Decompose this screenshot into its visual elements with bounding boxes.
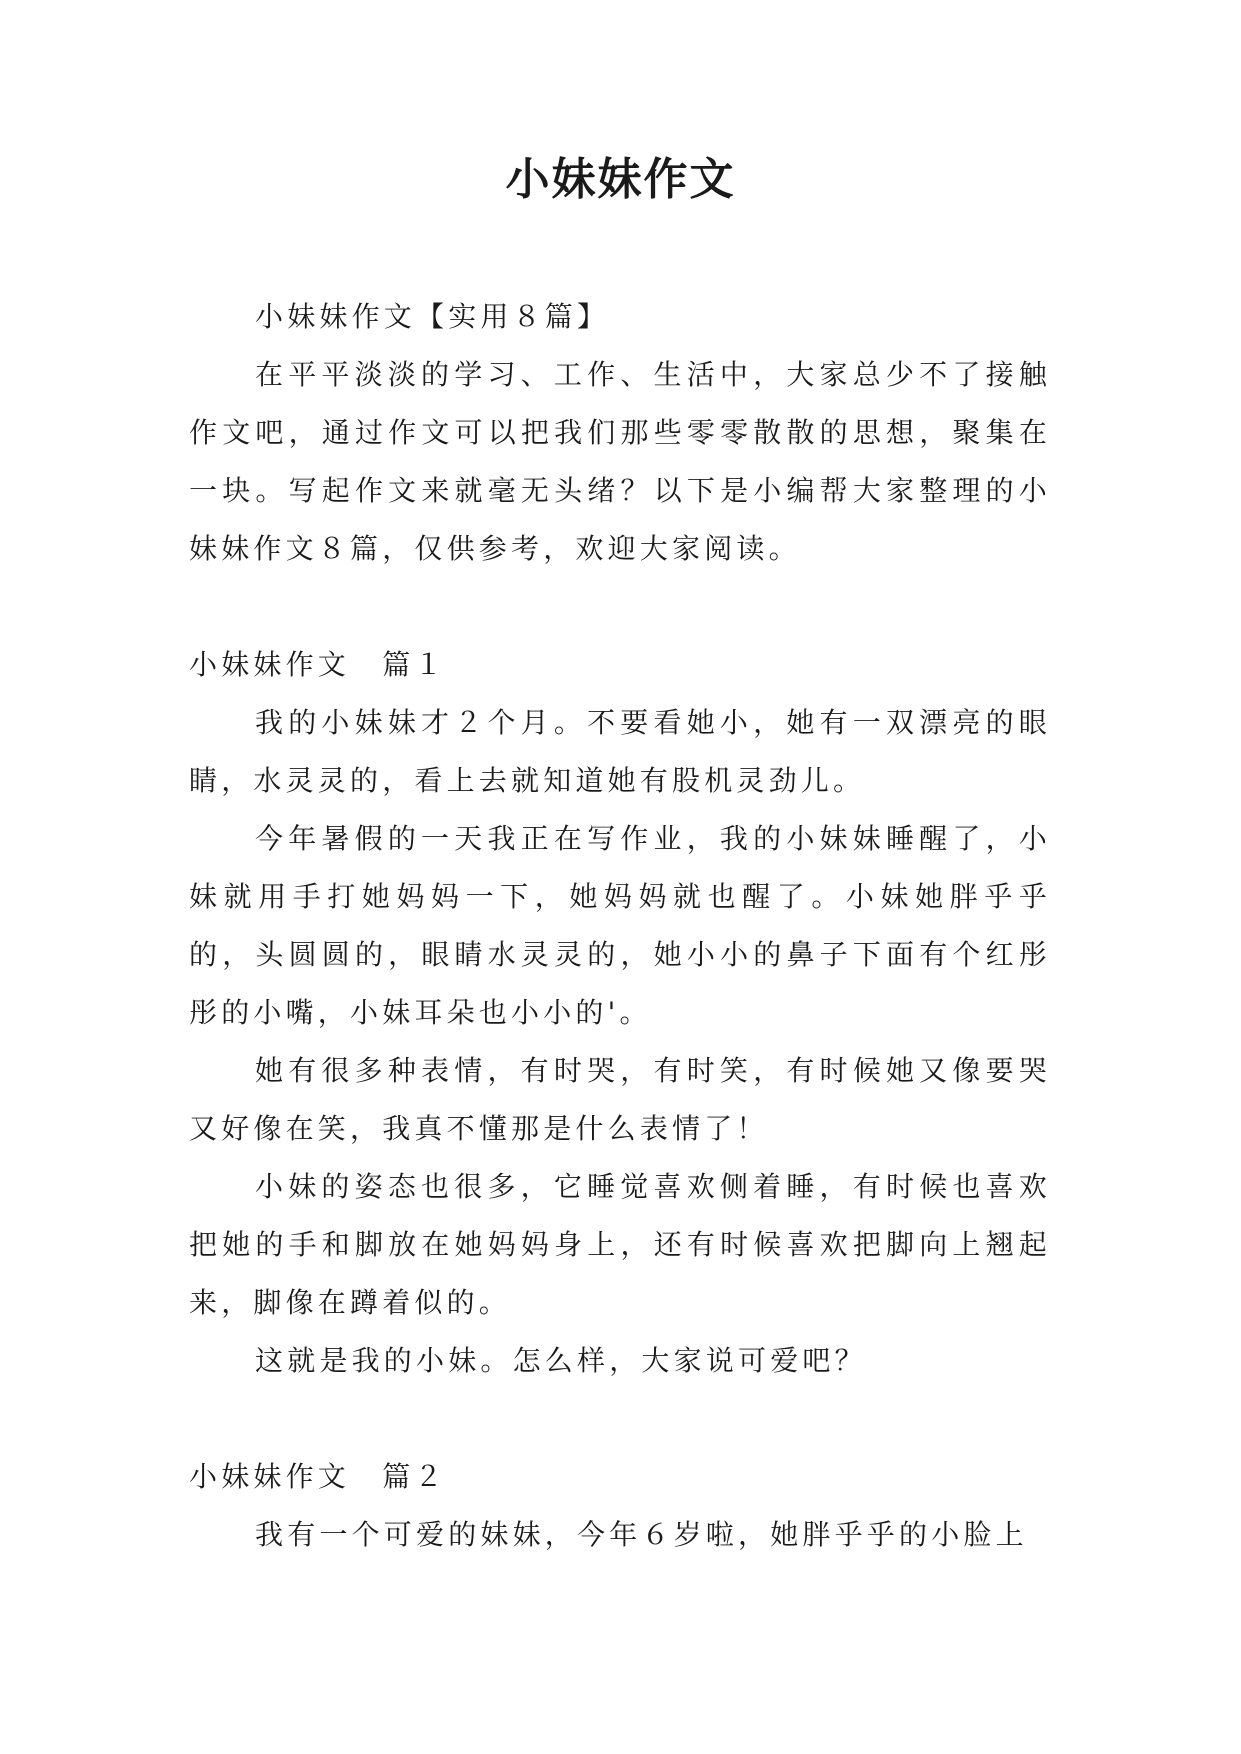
document-title: 小妹妹作文 [505, 154, 736, 205]
document-body [189, 288, 1051, 1564]
section-paragraph: 我的小妹妹才２个月。不要看她小，她有一双漂亮的眼睛，水灵灵的，看上去就知道她有股机灵劲儿。 [189, 706, 1051, 797]
section-paragraph: 小妹的姿态也很多，它睡觉喜欢侧着睡，有时候也喜欢把她的手和脚放在她妈妈身上，还有时候喜欢把脚向上翘起来，脚像在蹲着似的。 [189, 1170, 1051, 1319]
section-heading: 小妹妹作文 篇１ [189, 648, 447, 681]
section-paragraph: 她有很多种表情，有时哭，有时笑，有时候她又像要哭又好像在笑，我真不懂那是什么表情了！ [189, 1054, 1051, 1145]
section-paragraph: 这就是我的小妹。怎么样，大家说可爱吧？ [255, 1344, 867, 1377]
intro-paragraph: 在平平淡淡的学习、工作、生活中，大家总少不了接触作文吧，通过作文可以把我们那些零零散散的思想，聚集在一块。写起作文来就毫无头绪？以下是小编帮大家整理的小妹妹作文８篇，仅供参考，欢迎大家阅读。 [189, 358, 1051, 565]
section-heading: 小妹妹作文 篇２ [189, 1460, 447, 1493]
document-subtitle: 小妹妹作文【实用８篇】 [255, 300, 610, 333]
section-paragraph: 我有一个可爱的妹妹，今年６岁啦，她胖乎乎的小脸上 [255, 1518, 1028, 1551]
section-paragraph: 今年暑假的一天我正在写作业，我的小妹妹睡醒了，小妹就用手打她妈妈一下，她妈妈就也醒了。小妹她胖乎乎的，头圆圆的，眼睛水灵灵的，她小小的鼻子下面有个红彤彤的小嘴，小妹耳朵也小小的'。 [189, 822, 1051, 1029]
